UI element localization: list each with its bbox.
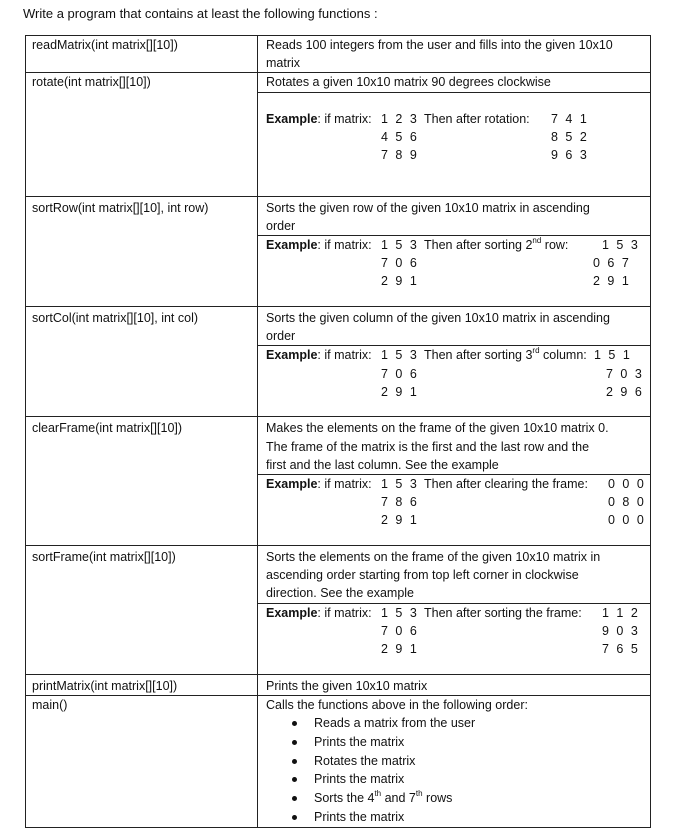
matrix-before-row: 2 9 1 [381,513,419,528]
function-signature [26,73,258,196]
function-signature [26,674,258,695]
example-if: : if matrix: [317,111,372,126]
example-if: : if matrix: [317,238,372,253]
matrix-after-row: 7 0 3 [606,366,644,381]
step-text: and 7 [381,791,416,806]
list-item: Rotates the matrix [266,752,644,771]
function-signature [26,196,258,306]
example-then: Then after rotation: [424,111,530,126]
matrix-after-row: 7 6 5 [602,642,640,657]
example-then: Then after sorting the frame: [424,605,582,620]
signature-printMatrix: printMatrix(int matrix[][10]) [32,678,178,693]
desc-line: Rotates a given 10x10 matrix 90 degrees clockwise [266,75,551,90]
example-label: Example [266,238,318,253]
example-then [424,346,587,364]
table-row [26,417,651,475]
matrix-after-row: 8 5 2 [551,129,589,144]
matrix-after-row: 9 6 3 [551,147,589,162]
ordinal-suffix: th [374,789,382,799]
desc-line: matrix [266,56,301,71]
matrix-before-row: 2 9 1 [381,642,419,657]
matrix-after-row: 1 5 1 [594,348,632,363]
example-label: Example [266,477,318,492]
example-sortFrame [266,604,644,659]
example-if: : if matrix: [317,605,372,620]
matrix-before-row: 7 0 6 [381,623,419,638]
table-row [26,73,651,92]
matrix-after-row: 9 0 3 [602,623,640,638]
signature-rotate: rotate(int matrix[][10]) [32,75,151,90]
example-cell [258,236,651,307]
example-sortRow [266,236,644,291]
matrix-after-row: 1 5 3 [602,238,640,253]
desc-line: Calls the functions above in the following order: [266,697,528,712]
table-row [26,674,651,695]
function-description [258,417,651,475]
matrix-after-row: 2 9 6 [606,384,644,399]
desc-line: Makes the elements on the frame of the given 10x10 matrix 0. [266,421,609,436]
example-cell [258,346,651,417]
function-description [258,196,651,235]
then-text: Then after sorting 3 [424,348,533,363]
matrix-before-row: 7 8 9 [381,147,419,162]
example-cell [258,603,651,674]
table-row [26,695,651,827]
list-item [266,789,644,808]
matrix-before-row: 2 9 1 [381,384,419,399]
signature-sortCol: sortCol(int matrix[][10], int col) [32,311,199,326]
list-item: Prints the matrix [266,770,644,789]
function-description [258,73,651,92]
example-label: Example [266,111,318,126]
table-row [26,196,651,235]
then-tail: row: [541,238,569,253]
example-if: : if matrix: [317,477,372,492]
signature-sortRow: sortRow(int matrix[][10], int row) [32,200,209,215]
example-then [424,236,568,254]
example-cell [258,92,651,196]
signature-sortFrame: sortFrame(int matrix[][10]) [32,550,176,565]
ordinal-suffix: th [415,789,423,799]
function-description [258,546,651,604]
function-description [258,307,651,346]
matrix-before-row: 4 5 6 [381,129,419,144]
matrix-after-row: 1 1 2 [602,605,640,620]
desc-line: Reads 100 integers from the user and fills into the given 10x10 [266,38,613,52]
desc-line: order [266,218,296,233]
matrix-after-row: 0 8 0 [608,495,646,510]
desc-line: The frame of the matrix is the first and the last row and the [266,439,590,454]
desc-line: Sorts the elements on the frame of the given 10x10 matrix in [266,550,601,565]
matrix-before-row: 7 8 6 [381,495,419,510]
ordinal-suffix: rd [532,346,540,356]
intro-text: Write a program that contains at least the following functions : [23,6,378,21]
desc-line: Sorts the given row of the given 10x10 matrix in ascending [266,200,590,215]
example-if: : if matrix: [317,348,372,363]
matrix-before-row: 7 0 6 [381,366,419,381]
matrix-before-row: 1 2 3 [381,111,419,126]
signature-readMatrix: readMatrix(int matrix[][10]) [32,38,178,52]
function-signature [26,36,258,73]
function-description [258,674,651,695]
table-row [26,307,651,346]
example-then: Then after clearing the frame: [424,477,588,492]
list-item: Prints the matrix [266,808,644,827]
matrix-before-row: 1 5 3 [381,348,419,363]
matrix-before-row: 1 5 3 [381,238,419,253]
desc-line: direction. See the example [266,586,415,601]
then-text: Then after sorting 2 [424,238,533,253]
matrix-after-row: 0 6 7 [593,256,631,271]
matrix-after-row: 0 0 0 [608,477,646,492]
signature-clearFrame: clearFrame(int matrix[][10]) [32,421,183,436]
function-spec-table [25,35,651,828]
main-steps-list [266,714,644,827]
step-text: Sorts the 4 [314,791,375,806]
table-row [26,36,651,73]
table-row [26,546,651,604]
list-item: Reads a matrix from the user [266,714,644,733]
desc-line: order [266,329,296,344]
then-tail: column: [539,348,587,363]
desc-line: Prints the given 10x10 matrix [266,678,428,693]
example-label: Example [266,605,318,620]
function-signature [26,417,258,546]
desc-line: Sorts the given column of the given 10x10 matrix in ascending [266,311,610,326]
desc-line: ascending order starting from top left corner in clockwise [266,568,579,583]
matrix-before-row: 2 9 1 [381,274,419,289]
example-sortCol [266,346,644,401]
matrix-before-row: 1 5 3 [381,477,419,492]
matrix-before-row: 7 0 6 [381,256,419,271]
matrix-after-row: 0 0 0 [608,513,646,528]
step-text: rows [422,791,453,806]
desc-line: first and the last column. See the example [266,457,499,472]
example-cell [258,475,651,546]
function-description [258,36,651,73]
signature-main: main() [32,697,68,712]
example-rotate [266,110,644,165]
list-item: Prints the matrix [266,733,644,752]
matrix-after-row: 2 9 1 [593,274,631,289]
example-clearFrame [266,475,644,530]
matrix-after-row: 7 4 1 [551,111,589,126]
function-description [258,695,651,827]
function-signature [26,546,258,675]
ordinal-suffix: nd [532,235,542,245]
matrix-before-row: 1 5 3 [381,605,419,620]
function-signature [26,695,258,827]
example-label: Example [266,348,318,363]
function-signature [26,307,258,417]
